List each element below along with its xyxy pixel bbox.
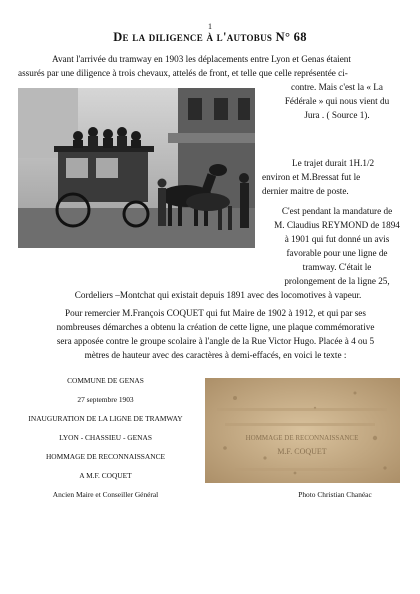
mandate-line-3: à 1901 qui fut donné un avis bbox=[284, 234, 390, 244]
trip-line-1: Le trajet durait 1H.1/2 bbox=[292, 158, 375, 168]
inscription-route: LYON - CHASSIEU - GENAS bbox=[59, 433, 152, 442]
plaque-photo bbox=[205, 378, 400, 483]
inscription-coquet: A M.F. COQUET bbox=[79, 471, 132, 480]
inscription-hommage: HOMMAGE DE RECONNAISSANCE bbox=[45, 452, 166, 461]
thanks-line-3: sera apposée contre le groupe scolaire à l'angle de la Rue Victor Hugo. Placée à 4 ou 5 bbox=[56, 336, 375, 346]
intro-line-3: contre. Mais c'est la « La bbox=[291, 82, 383, 92]
diligence-photo bbox=[18, 88, 255, 248]
plaque-line-hommage: HOMMAGE DE RECONNAISSANCE bbox=[245, 434, 359, 442]
mandate-line-4: favorable pour une ligne de bbox=[286, 248, 388, 258]
mandate-line-5: tramway. C'était le bbox=[302, 262, 372, 272]
intro-line-4: Fédérale » qui nous vient du bbox=[284, 96, 390, 106]
inscription-date: 27 septembre 1903 bbox=[77, 395, 134, 404]
thanks-line-4: mètres de hauteur avec des caractères à demi-effacés, en voici le texte : bbox=[84, 350, 347, 360]
mandate-line-7: Cordeliers –Montchat qui existait depuis 1891 avec des locomotives à vapeur. bbox=[74, 290, 362, 300]
thanks-line-2: nombreuses démarches a obtenu la création de cette ligne, une plaque commémorative bbox=[56, 322, 375, 332]
intro-line-1: Avant l'arrivée du tramway en 1903 les déplacements entre Lyon et Genas étaient bbox=[52, 54, 351, 64]
thanks-line-1: Pour remercier M.François COQUET qui fut Maire de 1902 à 1912, et qui par ses bbox=[65, 308, 366, 318]
mandate-line-6: prolongement de la ligne 25, bbox=[284, 276, 390, 286]
page-number: 1 bbox=[208, 22, 212, 31]
inscription-title: Ancien Maire et Conseiller Général bbox=[52, 490, 159, 499]
plaque-illustration bbox=[205, 378, 400, 483]
trip-line-3: dernier maitre de poste. bbox=[262, 186, 349, 196]
inscription-inauguration: INAUGURATION DE LA LIGNE DE TRAMWAY bbox=[28, 414, 183, 423]
intro-line-2: assurés par une diligence à trois chevaux, attelés de front, et telle que celle représentée ci- bbox=[18, 68, 348, 78]
trip-line-2: environ et M.Bressat fut le bbox=[262, 172, 361, 182]
photo-credit: Photo Christian Chanéac bbox=[298, 490, 372, 499]
plaque-line-coquet: M.F. COQUET bbox=[277, 447, 327, 456]
diligence-illustration bbox=[18, 88, 255, 248]
intro-line-5: Jura . ( Source 1). bbox=[304, 110, 370, 120]
inscription-commune: COMMUNE DE GENAS bbox=[67, 376, 144, 385]
mandate-line-1: C'est pendant la mandature de bbox=[281, 206, 393, 216]
mandate-line-2: M. Claudius REYMOND de 1894 bbox=[274, 220, 400, 230]
page-title: De la diligence à l'autobus N° 68 bbox=[113, 30, 307, 44]
